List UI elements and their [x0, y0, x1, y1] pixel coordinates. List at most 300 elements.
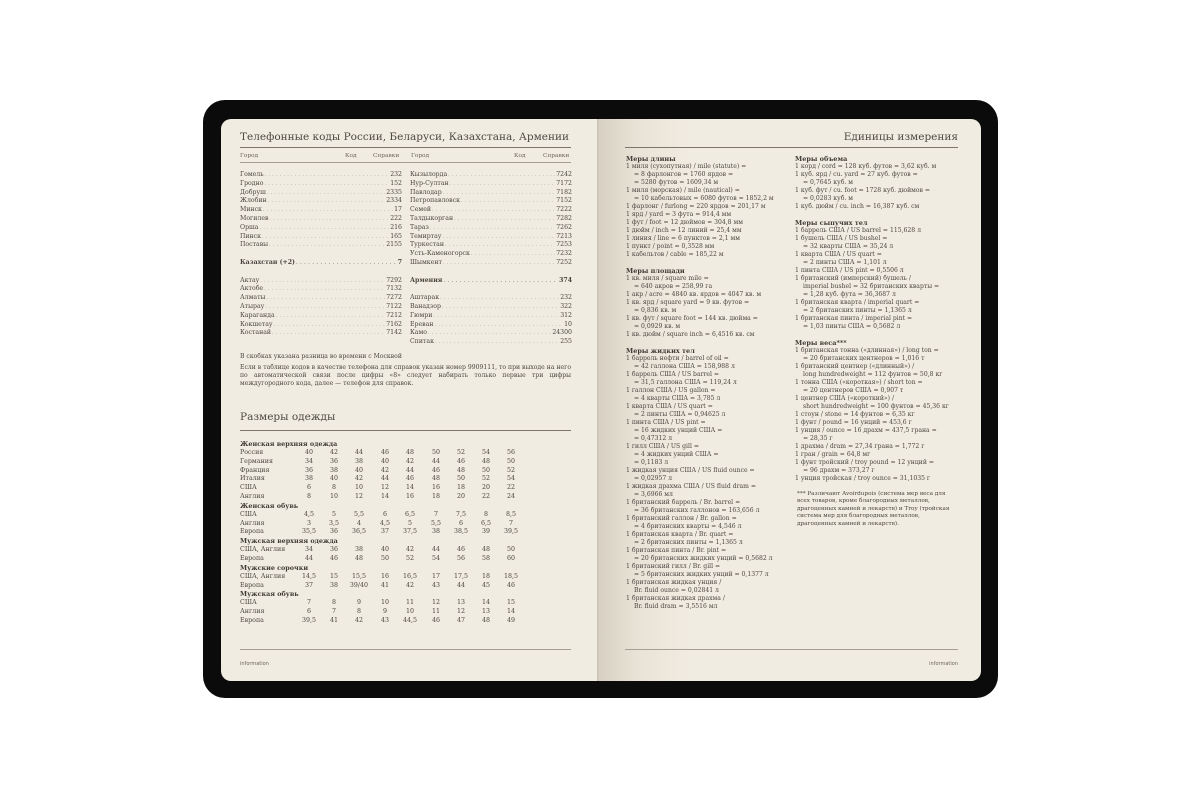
size-section-heading: Мужская обувь: [240, 590, 299, 599]
size-cell: 38: [329, 466, 338, 474]
size-cell: 37,5: [402, 528, 418, 536]
size-row: [240, 511, 570, 520]
size-cell: 20: [456, 493, 465, 500]
size-row: [240, 475, 570, 484]
unit-line: 1 кабельтов / cable = 185,22 м: [626, 251, 724, 258]
city-code-row: [410, 259, 572, 268]
size-row-label: Франция: [240, 466, 270, 474]
city-code-row: [410, 224, 572, 233]
city-code-row: [240, 250, 402, 259]
header-city-1: Город: [240, 153, 259, 159]
unit-line: 1 британская пинта / imperial pint =: [795, 315, 913, 322]
unit-line: = 2 пинты США = 0,94625 л: [634, 411, 726, 418]
city-code-row: [410, 303, 572, 312]
city-name: Алматы: [240, 294, 266, 302]
dot-leader: [264, 181, 389, 187]
city-name: Добруш: [240, 188, 266, 196]
city-code: 2334: [386, 197, 402, 205]
city-code: 232: [560, 294, 572, 302]
unit-line: 1 британская тонна («длинная») / long ton =: [795, 347, 939, 354]
size-cell: 36: [329, 528, 338, 536]
unit-line: Br. fluid ounce = 0,02841 л: [634, 587, 719, 594]
dot-leader: [272, 330, 385, 336]
unit-line: 1 миля (сухопутная) / mile (statute) =: [626, 163, 747, 170]
size-cell: 48: [354, 555, 363, 562]
size-cell: 52: [456, 449, 465, 456]
city-code-row: [410, 268, 572, 277]
weight-footnote: *** Различают Avoirdupois (система мер веса для всех товаров, кроме благородных металлов, драгоценных камней и лекарств) и Troy (тройская система мер для благородных металлов, драгоценных камней и лекарств).: [797, 491, 950, 527]
city-code: 312: [560, 311, 572, 319]
size-cell: 8: [306, 493, 311, 500]
city-code: 7: [397, 259, 402, 266]
size-cell: 44: [456, 581, 465, 589]
size-cell: 54: [481, 449, 490, 456]
size-cell: 40: [329, 475, 338, 483]
unit-line: = 0,02957 л: [634, 475, 673, 482]
size-section-heading: Мужские сорочки: [240, 563, 309, 572]
size-cell: 46: [456, 546, 465, 554]
dot-leader: [442, 304, 559, 310]
city-code-row: [240, 180, 402, 189]
unit-line: = 0,1183 л: [634, 459, 669, 466]
size-cell: 36: [329, 546, 338, 554]
dot-leader: [266, 295, 385, 301]
size-cell: 10: [354, 484, 363, 492]
size-cell: 17,5: [453, 572, 469, 580]
size-cell: 8: [331, 484, 336, 492]
size-cell: 44: [304, 555, 313, 562]
city-code: 10: [564, 320, 572, 328]
size-cell: 7: [433, 510, 438, 518]
unit-line: 1 бушель США / US bushel =: [795, 235, 888, 242]
city-code: 7122: [386, 303, 402, 310]
city-code-row: [410, 321, 572, 330]
city-code-row: [410, 206, 572, 215]
dot-leader: [432, 207, 555, 213]
size-cell: 37: [380, 528, 389, 536]
size-row: [240, 582, 570, 591]
size-cell: 38,5: [453, 528, 469, 536]
size-cell: 12: [354, 493, 363, 500]
city-code-row: [240, 268, 402, 277]
unit-line: 1 гилл США / US gill =: [626, 443, 699, 450]
size-cell: 15: [329, 572, 338, 580]
city-code-row: [240, 285, 402, 294]
size-row-label: Англия: [240, 493, 265, 500]
size-cell: 60: [506, 555, 515, 562]
left-footer: information: [240, 661, 269, 667]
dot-leader: [262, 234, 389, 240]
size-cell: 44,5: [402, 617, 418, 624]
dot-leader: [434, 322, 563, 328]
title-rule: [240, 147, 571, 148]
dot-leader: [454, 216, 555, 222]
dot-leader: [448, 172, 555, 178]
size-cell: 39/40: [349, 581, 369, 589]
city-name: Нур-Султан: [410, 179, 449, 187]
size-row: [240, 484, 570, 493]
size-row-label: США: [240, 599, 257, 607]
city-code: 7213: [556, 232, 572, 240]
size-cell: 39,5: [503, 528, 519, 536]
city-code-row: [410, 285, 572, 294]
unit-line: 1 кварта США / US quart =: [795, 251, 882, 258]
size-cell: 52: [506, 466, 515, 474]
size-cell: 40: [304, 449, 313, 456]
city-name: Усть-Каменогорск: [410, 250, 470, 258]
city-code: 2335: [386, 188, 402, 196]
city-code: 7222: [556, 206, 572, 214]
unit-line: 1 баррель нефти / barrel of oil =: [626, 355, 729, 362]
size-cell: 3,5: [328, 519, 339, 527]
size-row: [240, 458, 570, 467]
city-name: Аштарак: [410, 294, 440, 302]
size-cell: 48: [481, 457, 490, 465]
size-cell: 13: [456, 599, 465, 607]
city-code-row: [240, 329, 402, 338]
size-cell: 50: [481, 466, 490, 474]
city-name: Орша: [240, 223, 259, 231]
size-cell: 4: [356, 519, 361, 527]
spacer: [626, 339, 794, 347]
header-info-1: Справки: [373, 153, 400, 159]
size-row-label: Германия: [240, 457, 273, 465]
size-cell: 22: [481, 493, 490, 500]
city-code: 222: [390, 215, 402, 222]
unit-section-heading: Меры жидких тел: [626, 347, 695, 355]
size-section-heading: Женская верхняя одежда: [240, 440, 338, 448]
size-cell: 52: [405, 555, 414, 562]
size-cell: 36: [329, 457, 338, 465]
size-cell: 18: [431, 493, 440, 500]
size-cell: 6: [382, 510, 387, 518]
size-cell: 4,5: [303, 510, 314, 518]
unit-line: 1 пункт / point = 0,3528 мм: [626, 243, 715, 250]
city-name: Ереван: [410, 320, 434, 328]
size-row-label: Европа: [240, 581, 264, 589]
size-cell: 46: [431, 466, 440, 474]
city-code: 7212: [386, 311, 402, 319]
city-code: 7232: [556, 250, 572, 258]
dot-leader: [443, 260, 555, 266]
unit-line: 1 унция / ounce = 16 драхм = 437,5 грана =: [795, 427, 937, 434]
unit-line: 1 галлон США / US gallon =: [626, 387, 716, 394]
unit-line: 1 жидкая унция США / US fluid ounce =: [626, 467, 755, 474]
city-name: Армения: [410, 276, 443, 284]
city-name: Ванадзор: [410, 303, 441, 310]
city-name: Павлодар: [410, 188, 442, 196]
city-code-row: [410, 294, 572, 303]
unit-line: = 4 жидких унций США =: [634, 451, 719, 458]
unit-line: 1 пинта США / US pint =: [626, 419, 706, 426]
size-cell: 49: [506, 617, 515, 624]
size-cell: 43: [431, 581, 440, 589]
size-cell: 6,5: [480, 519, 491, 527]
size-cell: 6: [306, 484, 311, 492]
size-cell: 44: [380, 475, 389, 483]
unit-line: = 20 центнеров США = 0,907 т: [803, 387, 904, 394]
city-name: Кокшетау: [240, 320, 273, 328]
unit-line: 1 британская пинта / Br. pint =: [626, 547, 727, 554]
right-page: [599, 119, 981, 681]
city-code: 2155: [386, 241, 402, 249]
units-column-1: [626, 155, 794, 611]
unit-line: = 4 кварты США = 3,785 л: [634, 395, 721, 402]
unit-line: = 32 кварты США = 35,24 л: [803, 243, 894, 250]
size-cell: 47: [456, 617, 465, 624]
size-section-heading: Женская обувь: [240, 501, 299, 510]
size-cell: 56: [456, 555, 465, 562]
left-page: [221, 119, 599, 681]
dot-leader: [268, 198, 386, 204]
size-row-label: Италия: [240, 475, 265, 483]
unit-line: = 20 британских центнеров = 1,016 т: [803, 355, 925, 362]
size-cell: 14: [481, 599, 490, 607]
unit-line: 1 британская кварта / Br. quart =: [626, 531, 734, 538]
unit-line: 1 тонна США («короткая») / short ton =: [795, 379, 923, 386]
size-cell: 7: [508, 519, 513, 527]
city-code: 17: [394, 206, 402, 214]
size-cell: 4,5: [379, 519, 390, 527]
size-cell: 48: [456, 466, 465, 474]
size-cell: 8: [331, 599, 336, 607]
size-cell: 38: [304, 475, 313, 483]
size-cell: 45: [481, 581, 490, 589]
size-cell: 42: [354, 617, 363, 624]
city-code-row: [410, 233, 572, 242]
unit-line: = 2 британских пинты = 1,1365 л: [803, 307, 912, 314]
city-name: Тараз: [410, 223, 429, 231]
unit-line: Br. fluid dram = 3,5516 мл: [634, 603, 718, 610]
unit-line: 1 фунт / pound = 16 унций = 453,6 г: [795, 419, 912, 426]
size-cell: 14: [506, 608, 515, 616]
city-code-row: [240, 197, 402, 206]
size-cell: 48: [405, 449, 414, 456]
city-code: 7252: [556, 259, 572, 266]
unit-line: 1 кв. ярд / square yard = 9 кв. футов =: [626, 299, 750, 306]
unit-line: = 20 британских жидких унций = 0,5682 л: [634, 555, 773, 562]
city-code-row: [410, 171, 572, 180]
header-city-2: Город: [411, 153, 430, 159]
size-cell: 46: [431, 617, 440, 624]
unit-section-heading: Меры сыпучих тел: [795, 219, 868, 227]
unit-line: = 16 жидких унций США =: [634, 427, 723, 434]
city-code-row: [410, 180, 572, 189]
size-cell: 50: [456, 475, 465, 483]
size-cell: 54: [431, 555, 440, 562]
dot-leader: [267, 190, 385, 196]
unit-line: = 96 драхм = 373,27 г: [803, 467, 875, 474]
size-cell: 40: [380, 457, 389, 465]
size-cell: 10: [405, 608, 414, 616]
spacer: [795, 331, 960, 339]
unit-section-heading: Меры веса***: [795, 339, 847, 347]
size-row-label: США, Англия: [240, 572, 286, 580]
unit-line: 1 британский гилл / Br. gill =: [626, 563, 721, 570]
unit-line: = 0,0283 куб. м: [803, 195, 853, 202]
size-cell: 38: [329, 581, 338, 589]
size-row-label: США, Англия: [240, 546, 286, 554]
city-name: Жлобин: [240, 197, 267, 205]
unit-line: 1 куб. ярд / cu. yard = 27 куб. футов =: [795, 171, 918, 178]
size-cell: 52: [481, 475, 490, 483]
size-cell: 50: [380, 555, 389, 562]
city-code: 7172: [556, 179, 572, 187]
city-code-row: [240, 303, 402, 312]
size-cell: 3: [306, 519, 311, 527]
size-cell: 6: [458, 519, 463, 527]
size-cell: 34: [304, 457, 313, 465]
unit-section-heading: Меры объема: [795, 155, 848, 163]
size-cell: 38: [431, 528, 440, 536]
size-cell: 16: [380, 572, 389, 580]
header-rule: [240, 162, 571, 163]
dot-leader: [270, 216, 390, 222]
size-cell: 14,5: [301, 572, 317, 580]
unit-line: 1 пинта США / US pint = 0,5506 л: [795, 267, 904, 274]
unit-line: 1 кв. дюйм / square inch = 6,4516 кв. см: [626, 331, 755, 338]
city-name: Камо: [410, 329, 428, 337]
size-cell: 12: [431, 599, 440, 607]
city-code-row: [410, 215, 572, 224]
size-section-heading: Мужская верхняя одежда: [240, 537, 338, 546]
city-code: 7142: [386, 329, 402, 337]
unit-line: = 10 кабельтовых = 6080 футов = 1852,2 м: [634, 195, 774, 202]
dot-leader: [269, 242, 385, 248]
units-column-2: [795, 155, 960, 528]
unit-line: 1 акр / acre = 4840 кв. ярдов = 4047 кв. м: [626, 291, 762, 298]
dot-leader: [433, 313, 559, 319]
city-code-row: [410, 329, 572, 338]
dot-leader: [443, 278, 558, 284]
size-cell: 46: [506, 581, 515, 589]
unit-line: 1 линия / line = 6 пунктов = 2,1 мм: [626, 235, 740, 242]
unit-line: 1 британский центнер («длинный») /: [795, 363, 915, 370]
unit-line: 1 стоун / stone = 14 фунтов = 6,35 кг: [795, 411, 915, 418]
city-code: 232: [390, 171, 402, 178]
size-row: [240, 546, 570, 555]
city-code: 7292: [386, 276, 402, 284]
dot-leader: [440, 295, 559, 301]
size-cell: 39: [481, 528, 490, 536]
unit-line: = 0,836 кв. м: [634, 307, 677, 314]
size-cell: 22: [506, 484, 515, 492]
size-cell: 36,5: [351, 528, 367, 536]
size-cell: 5,5: [353, 510, 364, 518]
city-name: Шымкент: [410, 259, 442, 266]
city-name: Гомель: [240, 171, 264, 178]
spacer: [626, 259, 794, 267]
unit-line: 1 британская кварта / imperial quart =: [795, 299, 920, 306]
unit-section-heading: Меры длины: [626, 155, 676, 163]
size-row: [240, 467, 570, 476]
unit-line: = 1,28 куб. фута = 36,3687 л: [803, 291, 896, 298]
size-cell: 5,5: [430, 519, 441, 527]
city-name: Спитак: [410, 338, 434, 346]
unit-line: 1 жидкая драхма США / US fluid dram =: [626, 483, 756, 490]
sizes-title: Размеры одежды: [240, 411, 336, 423]
city-code-row: [240, 294, 402, 303]
size-cell: 44: [405, 466, 414, 474]
size-cell: 58: [481, 555, 490, 562]
dot-leader: [274, 322, 386, 328]
city-code: 255: [560, 338, 572, 346]
dot-leader: [471, 251, 555, 257]
city-code-row: [410, 241, 572, 250]
unit-line: = 5 британских жидких унций = 0,1377 л: [634, 571, 769, 578]
dot-leader: [260, 278, 385, 284]
size-cell: 15,5: [351, 572, 367, 580]
size-cell: 43: [380, 617, 389, 624]
size-row-label: Россия: [240, 449, 264, 456]
dot-leader: [296, 260, 397, 266]
size-cell: 41: [329, 617, 338, 624]
header-code-2: Код: [514, 153, 526, 159]
right-footer: information: [929, 661, 958, 667]
unit-line: = 640 акров = 258,99 га: [634, 283, 713, 290]
left-footer-rule: [240, 649, 571, 650]
unit-line: 1 фут / foot = 12 дюймов = 304,8 мм: [626, 219, 743, 226]
city-code: 216: [390, 223, 402, 231]
size-cell: 10: [380, 599, 389, 607]
size-cell: 48: [431, 475, 440, 483]
size-cell: 7,5: [455, 510, 466, 518]
city-name: Минск: [240, 206, 262, 214]
header-info-2: Справки: [543, 153, 570, 159]
size-cell: 40: [380, 546, 389, 554]
city-code-row: [410, 338, 572, 347]
unit-line: 1 ярд / yard = 3 фута = 914,4 мм: [626, 211, 732, 218]
unit-line: = 2 пинты США = 1,101 л: [803, 259, 887, 266]
size-row-label: Европа: [240, 617, 264, 624]
size-cell: 36: [304, 466, 313, 474]
size-cell: 40: [354, 466, 363, 474]
unit-line: = 42 галлона США = 158,988 л: [634, 363, 735, 370]
dot-leader: [445, 242, 555, 248]
city-name: Поставы: [240, 241, 269, 249]
size-cell: 42: [380, 466, 389, 474]
size-cell: 10: [329, 493, 338, 500]
size-cell: 7: [306, 599, 311, 607]
size-cell: 42: [405, 457, 414, 465]
size-row: [240, 573, 570, 582]
unit-line: 1 унция тройская / troy ounce = 31,1035 г: [795, 475, 931, 482]
size-cell: 42: [405, 581, 414, 589]
size-cell: 50: [506, 457, 515, 465]
size-cell: 12: [380, 484, 389, 492]
city-code-row: [240, 206, 402, 215]
size-row: [240, 493, 570, 502]
city-code: 7242: [556, 171, 572, 178]
size-cell: 6,5: [404, 510, 415, 518]
unit-line: 1 центнер США («короткий») /: [795, 395, 894, 402]
dot-leader: [265, 304, 385, 310]
sizes-rule: [240, 430, 571, 431]
size-cell: 16: [431, 484, 440, 492]
city-code-row: [240, 224, 402, 233]
city-code: 7182: [556, 188, 572, 196]
city-code: 7282: [556, 215, 572, 222]
city-name: Гродно: [240, 179, 264, 187]
city-name: Темиртау: [410, 232, 442, 240]
unit-line: 1 драхма / dram = 27,34 грана = 1,772 г: [795, 443, 925, 450]
unit-line: 1 кварта США / US quart =: [626, 403, 713, 410]
city-name: Актау: [240, 276, 260, 284]
size-cell: 46: [380, 449, 389, 456]
size-cell: 34: [304, 546, 313, 554]
city-code-row: [240, 233, 402, 242]
unit-line: 1 британский галлон / Br. gallon =: [626, 515, 737, 522]
